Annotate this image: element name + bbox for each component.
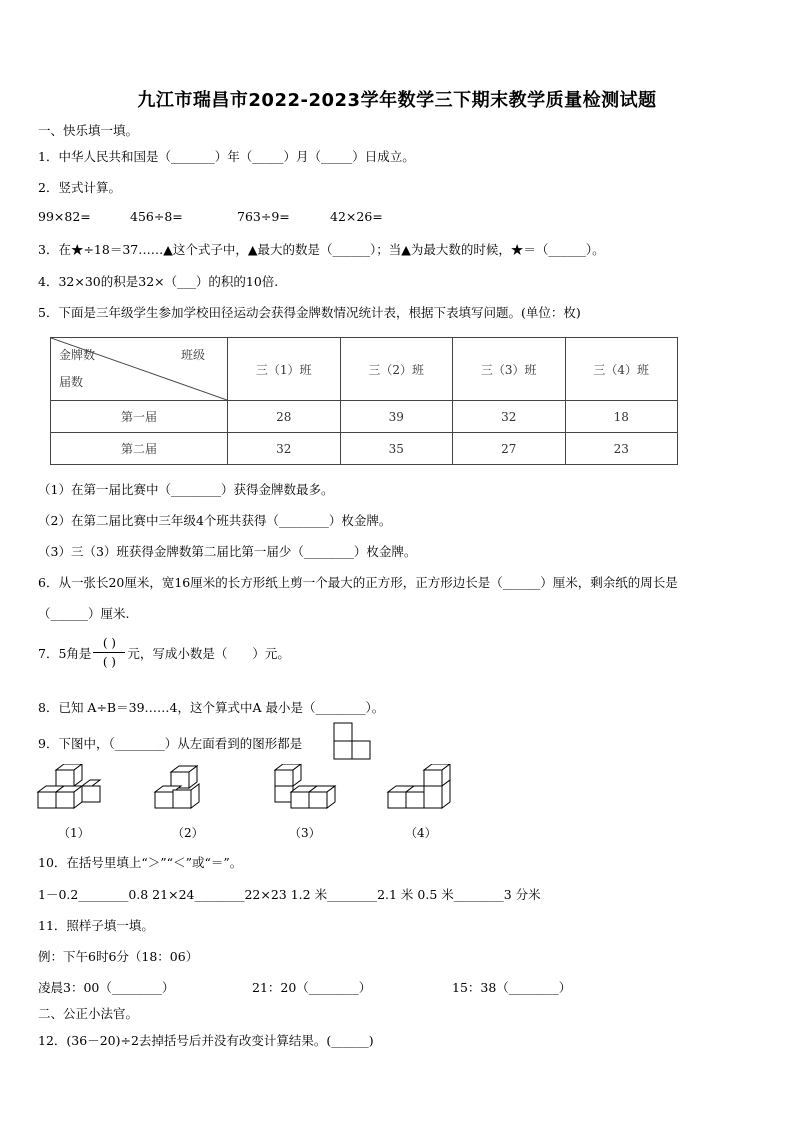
question-4: 4．32×30的积是32×（___）的积的10倍. (38, 274, 279, 289)
column-header: 三（3）班 (453, 338, 566, 401)
question-5-1: （1）在第一届比赛中（________）获得金牌数最多。 (38, 482, 334, 497)
question-11: 11．照样子填一填。 (38, 918, 154, 933)
question-10-items: 1－0.2________0.8 21×24________22×23 1.2 米________2.1 米 0.5 米________3 分米 (38, 887, 541, 902)
table-cell: 35 (340, 433, 453, 465)
calc-item: 99×82= (38, 209, 91, 224)
figure-label: （3） (289, 826, 321, 840)
question-11-example: 例：下午6时6分（18：06） (38, 949, 199, 964)
question-9: 9．下图中，（________）从左面看到的图形都是 (38, 736, 303, 751)
question-2: 2．竖式计算。 (38, 180, 121, 195)
question-1: 1．中华人民共和国是（_______）年（_____）月（_____）日成立。 (38, 149, 415, 164)
cube-figure-2 (153, 764, 213, 812)
time-item: 21：20（________） (252, 980, 372, 995)
table-cell: 18 (565, 401, 678, 433)
fraction (93, 636, 125, 669)
cube-figure-1 (36, 764, 104, 812)
q7-suffix: 元，写成小数是（ ）元。 (127, 645, 290, 661)
table-cell: 39 (340, 401, 453, 433)
question-3: 3．在★÷18＝37……▲这个式子中，▲最大的数是（______）；当▲为最大数的时候，★＝（______）。 (38, 242, 605, 257)
section-heading-1: 一、快乐填一填。 (38, 123, 139, 138)
page-title: 九江市瑞昌市2022-2023学年数学三下期末教学质量检测试题 (137, 90, 657, 111)
header-class: 班级 (180, 348, 205, 362)
table-header-diagonal-cell (51, 338, 228, 401)
question-6: 6．从一张长20厘米，宽16厘米的长方形纸上剪一个最大的正方形，正方形边长是（______）厘米，剩余纸的周长是 (38, 575, 678, 590)
table-cell: 32 (228, 433, 341, 465)
fraction-numerator: ( ) (102, 636, 116, 650)
cube-figure-4 (386, 764, 454, 812)
table-row (51, 433, 678, 465)
table-row (51, 401, 678, 433)
question-8: 8．已知 A÷B＝39……4，这个算式中A 最小是（________）。 (38, 700, 385, 715)
medal-table (50, 337, 678, 465)
figure-label: （2） (172, 826, 204, 840)
header-session: 届数 (59, 375, 84, 389)
calc-item: 456÷8= (130, 209, 183, 224)
row-label: 第二届 (51, 433, 228, 465)
table-cell: 23 (565, 433, 678, 465)
figure-label: （1） (58, 826, 90, 840)
left-view-shape (333, 722, 373, 760)
section-heading-2: 二、公正小法官。 (38, 1006, 139, 1021)
column-header: 三（4）班 (565, 338, 678, 401)
table-cell: 27 (453, 433, 566, 465)
calc-item: 42×26= (330, 209, 383, 224)
time-item: 凌晨3：00（________） (38, 980, 175, 995)
figure-label: （4） (405, 826, 437, 840)
table-cell: 28 (228, 401, 341, 433)
column-header: 三（2）班 (340, 338, 453, 401)
cube-figure-3 (273, 764, 339, 812)
time-item: 15：38（________） (452, 980, 572, 995)
q7-prefix: 7．5角是 (38, 645, 92, 661)
question-12: 12．(36－20)÷2去掉括号后并没有改变计算结果。(______) (38, 1033, 374, 1048)
question-7 (38, 636, 290, 669)
table-cell: 32 (453, 401, 566, 433)
question-5-2: （2）在第二届比赛中三年级4个班共获得（________）枚金牌。 (38, 513, 392, 528)
fraction-bar (93, 652, 125, 653)
calc-item: 763÷9= (237, 209, 290, 224)
column-header: 三（1）班 (228, 338, 341, 401)
row-label: 第一届 (51, 401, 228, 433)
header-medals: 金牌数 (59, 348, 96, 362)
question-10: 10．在括号里填上“＞”“＜”或“＝”。 (38, 855, 243, 870)
question-5-3: （3）三（3）班获得金牌数第二届比第一届少（________）枚金牌。 (38, 544, 417, 559)
question-5: 5．下面是三年级学生参加学校田径运动会获得金牌数情况统计表，根据下表填写问题。(单位：枚) (38, 305, 581, 320)
fraction-denominator: ( ) (102, 655, 116, 669)
question-6-cont: （______）厘米. (38, 606, 130, 621)
